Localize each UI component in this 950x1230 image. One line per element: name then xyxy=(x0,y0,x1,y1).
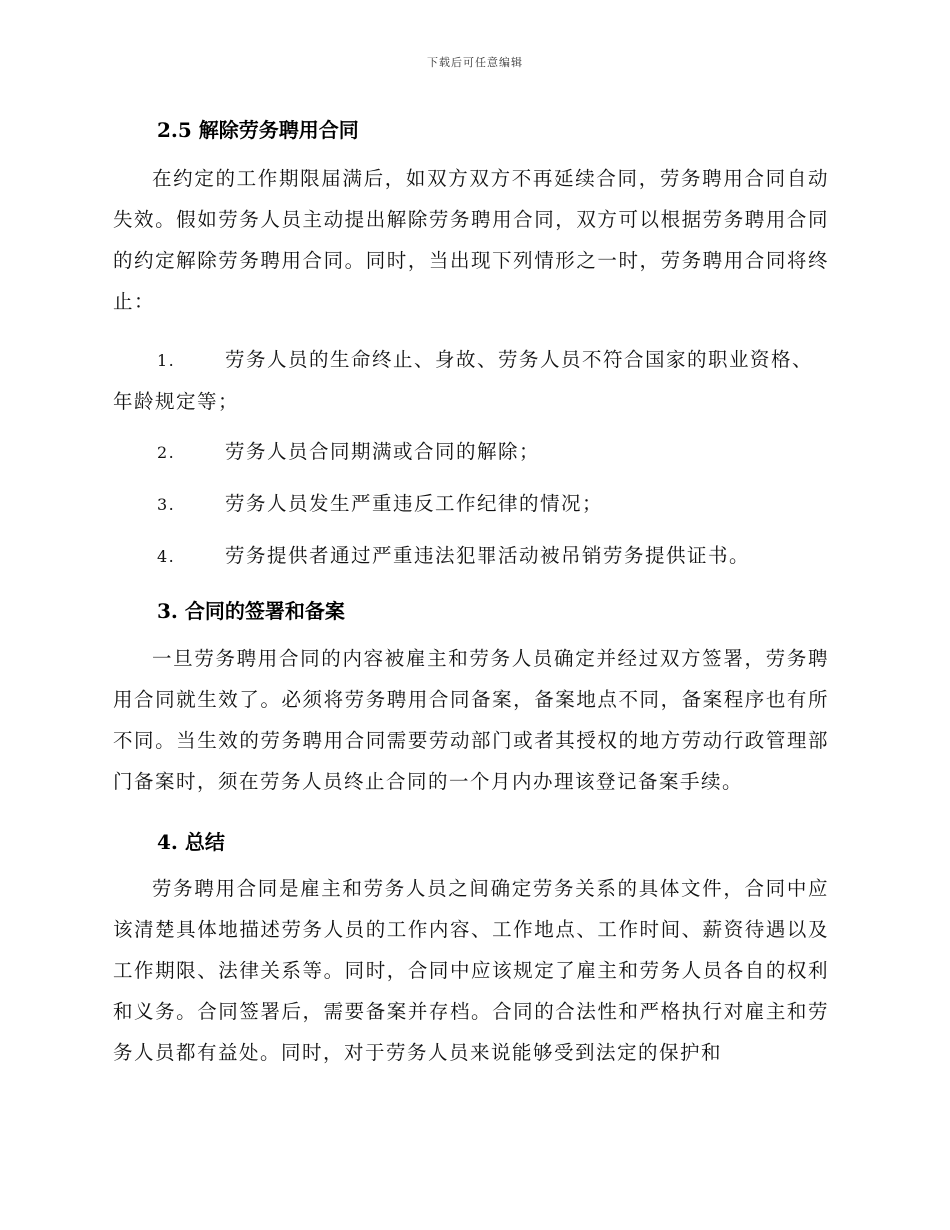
list-item-text: 劳务提供者通过严重违法犯罪活动被吊销劳务提供证书。 xyxy=(225,544,751,567)
list-item xyxy=(113,339,829,422)
section-heading-terminate: 2.5 解除劳务聘用合同 xyxy=(157,118,359,142)
list-item-number: 2. xyxy=(157,443,176,462)
section-heading-signing: 3. 合同的签署和备案 xyxy=(157,599,345,623)
paragraph-terminate: 在约定的工作期限届满后，如双方双方不再延续合同，劳务聘用合同自动失效。假如劳务人员主动提出解除劳务聘用合同，双方可以根据劳务聘用合同的约定解除劳务聘用合同。同时，当出现下列情形之一时，劳务聘用合同将终止： xyxy=(113,167,829,313)
list-item xyxy=(113,431,829,473)
list-item-number: 4. xyxy=(157,547,176,566)
list-item-text: 劳务人员的生命终止、身故、劳务人员不符合国家的职业资格、年龄规定等； xyxy=(113,348,814,413)
page-header-note: 下载后可任意编辑 xyxy=(427,56,523,69)
list-item-number: 3. xyxy=(157,495,176,514)
list-item-text: 劳务人员合同期满或合同的解除； xyxy=(225,440,541,463)
list-item xyxy=(113,483,829,525)
paragraph-signing: 一旦劳务聘用合同的内容被雇主和劳务人员确定并经过双方签署，劳务聘用合同就生效了。必须将劳务聘用合同备案，备案地点不同，备案程序也有所不同。当生效的劳务聘用合同需要劳动部门或者其授权的地方劳动行政管理部门备案时，须在劳务人员终止合同的一个月内办理该登记备案手续。 xyxy=(113,647,829,793)
section-heading-summary: 4. 总结 xyxy=(157,830,225,854)
list-item-number: 1. xyxy=(157,351,176,370)
list-item-text: 劳务人员发生严重违反工作纪律的情况； xyxy=(225,492,604,515)
paragraph-summary: 劳务聘用合同是雇主和劳务人员之间确定劳务关系的具体文件，合同中应该清楚具体地描述劳务人员的工作内容、工作地点、工作时间、薪资待遇以及工作期限、法律关系等。同时，合同中应该规定了雇主和劳务人员各自的权利和义务。合同签署后，需要备案并存档。合同的合法性和严格执行对雇主和劳务人员都有益处。同时，对于劳务人员来说能够受到法定的保护和 xyxy=(113,877,829,1064)
list-item xyxy=(113,535,829,577)
